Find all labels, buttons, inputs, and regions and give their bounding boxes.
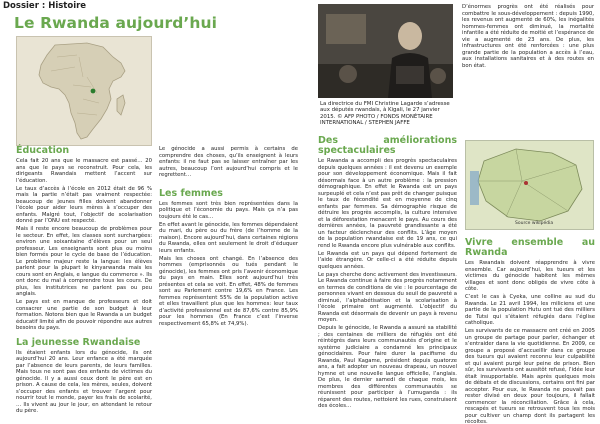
lagarde-photo [318,4,453,98]
heading-femmes: Les femmes [159,187,223,199]
heading-ameliorations: Des améliorations spectaculaires [318,135,457,156]
section-label: Dossier : Histoire [3,1,87,11]
paragraph: C’est le cas à Cyeka, une colline au sud du Rwanda. Le 21 avril 1994, les miliciens et une partie de la population Hutu ont tué des milliers de Tutsi qui s’étaient réfugiés dans l’église catholique. [465,294,595,326]
paragraph: Les Rwandais doivent réapprendre à vivre ensemble. Car aujourd’hui, les tueurs et les victimes du génocide habitent les mêmes villages et sont donc obligés de vivre côte à côte. [465,260,595,292]
column-4-bottom [465,238,595,424]
paragraph: Mais il reste encore beaucoup de problèmes pour le secteur. En effet, les classes sont surchargées: environ une soixantaine d’élèves pour un seul professeur. Les enseignants sont plus ou moins bien formés pour le cycle de base de l’éducation. Le problème majeur reste la langue: les élèves parlent pour la plupart le kinyarwanda mais les cours sont en Anglais, e langue du commerce ». Ils ont donc du mal à comprendre tous les cours. De plus, les institutrices ne parlent pas ou peu anglais. [16,226,152,297]
column-4-top [462,4,594,71]
heading-education: Éducation [16,145,70,156]
paragraph: Cela fait 20 ans que le massacre est passé… 20 ans que le pays se reconstruit. Pour cela, les dirigeants Rwandais mettent l’accent sur l’éducation. [16,158,152,184]
paragraph: Le Rwanda a accompli des progrès spectaculaires depuis quelques années : il est devenu un exemple pour son développement économique. Mais il fait désormais face à un autre problème : la pression démographique. En effet le Rwanda est un pays surpeuplé et cela n’est pas prêt de changer puisque le taux de fécondité est en moyenne de cinq enfants par femmes. Sa démographie risque de détruire les progrès accomplis, la culture intensive et la déforestation menacent le pays. Au cours des dernières années, la pauvreté grandissante a été un facteur déclencheur des conflits. L’âge moyen de la population rwandaise est de 19 ans, ce qui rend le Rwanda encore plus vulnérable aux conflits. [318,158,457,249]
heading-jeunesse: La jeunesse Rwandaise [16,336,141,348]
heading-vivre: Vivre ensemble au Rwanda [465,237,595,258]
rwanda-map-image [465,140,594,230]
column-3 [318,136,457,411]
paragraph: Le pays est en manque de professeurs et doit consacrer une partie de son budget à leur formation. Notons bien que le Rwanda a un budget éducatif limité afin de pouvoir répondre aux autres besoins du pays. [16,299,152,331]
paragraph: Les femmes sont très bien représentées dans la politique et l’économie du pays. Mais ça n’a pas toujours été le cas… [159,200,298,220]
column-2 [159,146,298,329]
photo-icon [318,4,453,98]
column-1 [16,146,152,416]
paragraph: Mais les choses ont changé. En l’absence des hommes (emprisonnés ou tués pendant le génocide), les femmes ont pris l’avenir économique du pays en main. Elles sont aujourd’hui très présentes et cela se voit. En effet, 48% de femmes sont au Parlement contre 19,6% en France. Les femmes représentent 55% de la population active et elles travaillent plus que les hommes: leur taux d’activité professionnel est de 87,6% contre 85,9% pour les hommes (En France c’est l’inverse respectivement 65,8% et 74,9%). [159,255,298,327]
africa-map-icon [17,37,151,145]
paragraph: Les survivants de ce massacre ont créé en 2005 un groupe de partage pour parler, échanger et s’entraider dans la vie quotidienne. En 2009, ce groupe a proposé d’accueillir dans ce groupe des tueurs qui avaient reconnu leur culpabilité et qui avaient purgé leur peine de prison. Bien sûr, les survivants ont aussitôt refusé, l’idée leur était insupportable. Mais après quelques mois de débats et de discussions, certains ont fini par accepter. Pour eux, le Rwanda ne pouvait pas rester divisé en deux pour toujours, il fallait commencer la réconciliation. Grâce à cela, rescapés et tueurs se retrouvent tous les mois pour cultiver un champ dont ils partagent les récoltes. [465,328,595,424]
paragraph: Le pays cherche donc activement des investisseurs. Le Rwanda continue à faire des progrès notamment en termes de conditions de vie : le pourcentage de personnes vivant en dessous du seuil de pauvreté a diminué, l’alphabétisation et la scolarisation à l’école primaire ont augmenté. L’objectif du Rwanda est désormais de devenir un pays à revenu moyen. [318,271,457,323]
paragraph: En effet avant le génocide, les femmes dépendaient du mari, du père ou du frère (de l’homme de la maison). Encore aujourd’hui, dans certaines régions du Rwanda, elles ont seulement le droit d’éduquer leurs enfants. [159,221,298,254]
paragraph: Depuis le génocide, le Rwanda a assuré sa stabilité ; des centaines de milliers de réfugiés ont été réintégrés dans leurs communautés d’origine et le système judiciaire a condamné les principaux génocidaires. Pour faire durer la pacifisme du Rwanda, Paul Kagame, président depuis quatorze ans, a fait adopter un nouveau drapeau, un nouvel hymne et une nouvelle langue officielle, l’anglais. De plus, le dernier samedi de chaque mois, les membres des différentes communautés se réunissent pour participer à l’umuganda : ils réparent des routes, nettoient les rues, construisent des écoles… [318,325,457,409]
paragraph: Ils étaient enfants lors du génocide, ils ont aujourd’hui 20 ans. Leur enfance a été marquée par l’absence de leurs parents, de leurs familles. Mais tous ne sont pas des enfants de victimes du génocide. Il y a aussi ceux dont le père est en prison. A cause de cela, les mères, seules, doivent s’occuper des enfants et trouver l’argent pour nourrir tout le monde, payer les frais de scolarité, … Ils vivent au jour le jour, en attendant le retour du père. [16,349,152,414]
paragraph: Le Rwanda est un pays qui dépend fortement de l’aide étrangère. Or celle-ci a été réduite depuis quelques années. [318,250,457,270]
paragraph: Le taux d’accès à l’école en 2012 était de 96 % mais la partie n’était pas vraiment respectée: beaucoup de jeunes filles doivent abandonner l’école pour aider leurs mères à s’occuper des enfants. Malgré tout, l’objectif de scolarisation donné par l’ONU est respecté. [16,185,152,224]
africa-map-image [16,36,152,146]
rwanda-map-icon [466,141,593,229]
photo-caption: La directrice du FMI Christine Lagarde s’adresse aux députés rwandais, à Kigali, le 27 janvier 2015. © AFP PHOTO / FONDS MONÉTAIRE INTERNATIONAL / STEPHEN JAFFE [320,101,450,127]
paragraph: D’énormes progrès ont été réalisés pour combattre le sous-développement : depuis 1990, les revenus ont augmenté de 60%, les inégalités hommes-femmes ont diminué, la mortalité infantile a été réduite de moitié et l’espérance de vie a augmenté de 23 ans. De plus, les infrastructures ont été renforcées : une plus grande partie de la population a accès à l’eau, aux installations sanitaires et à des routes en bon état. [462,4,594,69]
map-source: Source wikipédia [515,221,554,226]
paragraph: Le génocide a aussi permis à certains de comprendre des choses, qu’ils enseignent à leurs enfants: il ne faut pas se laisser entraîner par les autres, beaucoup l’ont aujourd’hui compris et le regrettent… [159,146,298,178]
page-title: Le Rwanda aujourd’hui [14,14,218,32]
